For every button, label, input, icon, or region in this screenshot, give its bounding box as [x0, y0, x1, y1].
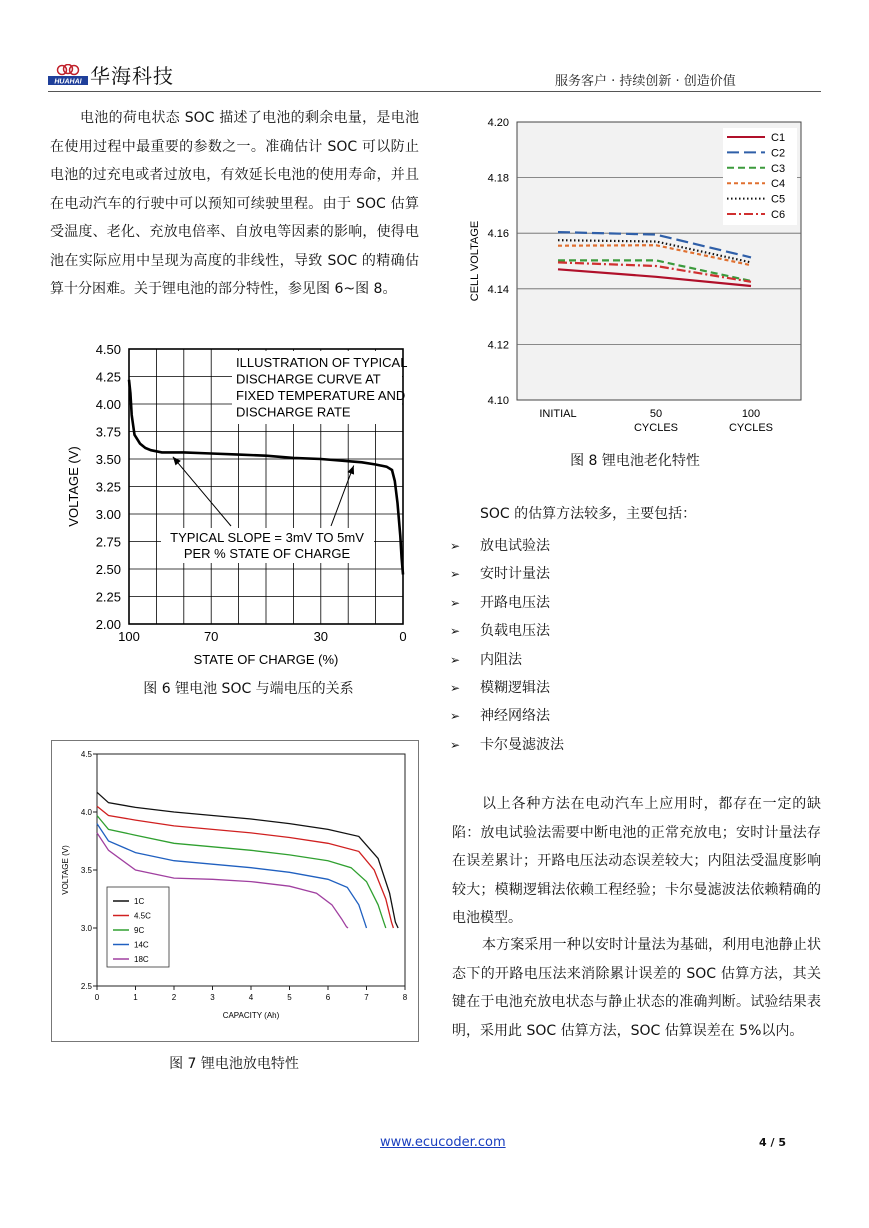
figure-6-caption: 图 6 锂电池 SOC 与端电压的关系	[143, 681, 354, 697]
annotation-title-line: DISCHARGE CURVE AT	[236, 371, 381, 387]
legend-label: C1	[771, 132, 786, 144]
annotation-title-line: DISCHARGE RATE	[236, 404, 351, 420]
bullet-arrow-icon: ➢	[450, 595, 461, 610]
method-label: 模糊逻辑法	[480, 679, 550, 696]
y-axis-label: VOLTAGE (V)	[61, 845, 70, 895]
method-label: 开路电压法	[480, 594, 550, 611]
bullet-arrow-icon: ➢	[450, 652, 461, 667]
annotation-title-line: FIXED TEMPERATURE AND	[236, 388, 406, 403]
method-label: 放电试验法	[480, 538, 550, 554]
solution-paragraph: 本方案采用一种以安时计量法为基础，利用电池静止状态下的开路电压法来消除累计误差的 SOC 估算方法，其关键在于电池充放电状态与静止状态的准确判断。试验结果表明，采用此 SOC 估算方法，SOC 估算误差在 5%以内。	[452, 937, 821, 1039]
y-tick-label: 2.00	[95, 617, 121, 632]
y-tick-label: 4.18	[487, 172, 509, 185]
x-tick-label: 4	[248, 993, 254, 1002]
x-axis-label: STATE OF CHARGE (%)	[193, 652, 339, 667]
x-category-label: 50	[649, 408, 663, 420]
bullet-arrow-icon: ➢	[450, 737, 461, 752]
x-tick-label: 7	[364, 993, 369, 1002]
legend-label: 4.5C	[134, 911, 151, 921]
methods-drawbacks-paragraph: 以上各种方法在电动汽车上应用时，都存在一定的缺陷：放电试验法需要中断电池的正常充放电；安时计量法存在误差累计；开路电压法动态误差较大；内阻法受温度影响较大；模糊逻辑法依赖工程经验；卡尔曼滤波法依赖精确的电池模型。	[452, 796, 821, 926]
x-tick-label: 30	[313, 629, 329, 644]
y-tick-label: 4.14	[487, 283, 509, 296]
figure-8-aging-chart	[465, 108, 820, 443]
annotation-title-line: ILLUSTRATION OF TYPICAL	[236, 355, 408, 370]
y-tick-label: 4.00	[95, 397, 121, 412]
x-axis-label: CAPACITY (Ah)	[222, 1011, 280, 1020]
x-tick-label: 6	[325, 993, 331, 1002]
y-tick-label: 3.5	[80, 866, 92, 875]
bullet-arrow-icon: ➢	[450, 680, 461, 695]
y-tick-label: 3.75	[95, 424, 121, 440]
x-category-label: CYCLES	[633, 422, 679, 434]
figure-8-caption: 图 8 锂电池老化特性	[570, 453, 700, 469]
bullet-arrow-icon: ➢	[450, 567, 461, 582]
bullet-arrow-icon: ➢	[450, 624, 461, 639]
slope-label-line: TYPICAL SLOPE = 3mV TO 5mV	[170, 530, 364, 545]
y-tick-label: 4.0	[80, 808, 92, 817]
list-item	[450, 560, 564, 588]
legend-label: 9C	[134, 926, 145, 935]
intro-paragraph: 电池的荷电状态 SOC 描述了电池的剩余电量，是电池在使用过程中最重要的参数之一。准确估计 SOC 可以防止电池的过充电或者过放电，有效延长电池的使用寿命，并且在电动汽车的行驶中可以预知可续驶里程。由于 SOC 估算受温度、老化、充放电倍率、自放电等因素的影响，使得电池在实际应用中呈现为高度的非线性，导致 SOC 的精确估算十分困难。关于锂电池的部分特性，参见图 6~图 8。	[50, 110, 419, 297]
method-label: 安时计量法	[480, 566, 550, 583]
y-tick-label: 2.75	[95, 534, 121, 550]
y-tick-label: 3.0	[80, 924, 92, 933]
list-item	[450, 646, 564, 674]
method-label: 神经网络法	[480, 708, 550, 725]
y-tick-label: 4.12	[487, 339, 509, 352]
x-tick-label: 0	[94, 993, 100, 1002]
list-item	[450, 702, 564, 730]
x-tick-label: 3	[210, 993, 215, 1002]
legend-label: C3	[771, 162, 786, 175]
bullet-arrow-icon: ➢	[450, 709, 461, 724]
logo-mark-text: HUAHAI	[54, 78, 82, 86]
x-tick-label: 100	[118, 629, 140, 644]
x-category-label: 100	[741, 408, 761, 420]
x-tick-label: 2	[171, 993, 177, 1002]
y-axis-label: VOLTAGE (V)	[66, 446, 81, 527]
y-tick-label: 4.16	[487, 228, 509, 241]
page-number: 4 / 5	[759, 1136, 786, 1149]
y-tick-label: 4.20	[487, 117, 509, 129]
legend-label: C6	[771, 209, 786, 221]
legend-box	[723, 128, 797, 225]
x-tick-label: 0	[399, 629, 407, 644]
list-item	[450, 731, 564, 759]
legend-label: 18C	[134, 955, 149, 964]
footer-website-link[interactable]: www.ecucoder.com	[380, 1135, 506, 1150]
list-item	[450, 589, 564, 617]
list-item	[450, 532, 564, 560]
figure-7-caption: 图 7 锂电池放电特性	[169, 1056, 299, 1072]
y-tick-label: 4.5	[80, 750, 92, 759]
y-tick-label: 2.5	[80, 982, 92, 991]
methods-intro: SOC 的估算方法较多，主要包括：	[480, 506, 697, 522]
figure-6-soc-voltage-chart	[66, 340, 416, 670]
method-label: 内阻法	[480, 651, 522, 668]
x-tick-label: 1	[133, 993, 138, 1002]
y-tick-label: 4.25	[95, 369, 121, 385]
huahai-logo-icon	[48, 64, 88, 86]
methods-list	[450, 532, 564, 759]
x-category-label: INITIAL	[539, 408, 577, 420]
list-item	[450, 674, 564, 702]
logo-text: 华海科技	[90, 64, 174, 88]
y-tick-label: 4.10	[487, 395, 509, 407]
x-category-label: CYCLES	[728, 422, 774, 434]
y-tick-label: 3.00	[95, 507, 121, 522]
y-tick-label: 2.25	[95, 589, 121, 605]
legend-label: 14C	[134, 940, 149, 950]
y-tick-label: 2.50	[95, 562, 121, 577]
header-slogan: 服务客户 · 持续创新 · 创造价值	[555, 74, 736, 89]
bullet-arrow-icon: ➢	[450, 539, 461, 553]
company-logo	[48, 58, 188, 90]
method-label: 卡尔曼滤波法	[480, 736, 564, 753]
y-tick-label: 3.50	[95, 452, 121, 467]
x-tick-label: 8	[402, 993, 408, 1002]
y-tick-label: 3.25	[95, 479, 121, 495]
method-label: 负载电压法	[480, 623, 550, 640]
legend-label: C5	[771, 193, 786, 206]
legend-label: C4	[771, 178, 786, 191]
y-tick-label: 4.50	[95, 342, 121, 357]
figure-7-frame	[51, 740, 419, 1042]
header-divider	[48, 91, 821, 92]
y-axis-label: CELL VOLTAGE	[469, 220, 481, 302]
legend-label: C2	[771, 147, 786, 160]
legend-label: 1C	[134, 897, 145, 906]
x-tick-label: 5	[287, 993, 292, 1002]
slope-label-line: PER % STATE OF CHARGE	[183, 546, 351, 561]
figure-7-discharge-chart	[52, 741, 418, 1041]
list-item	[450, 617, 564, 645]
x-tick-label: 70	[203, 629, 219, 644]
